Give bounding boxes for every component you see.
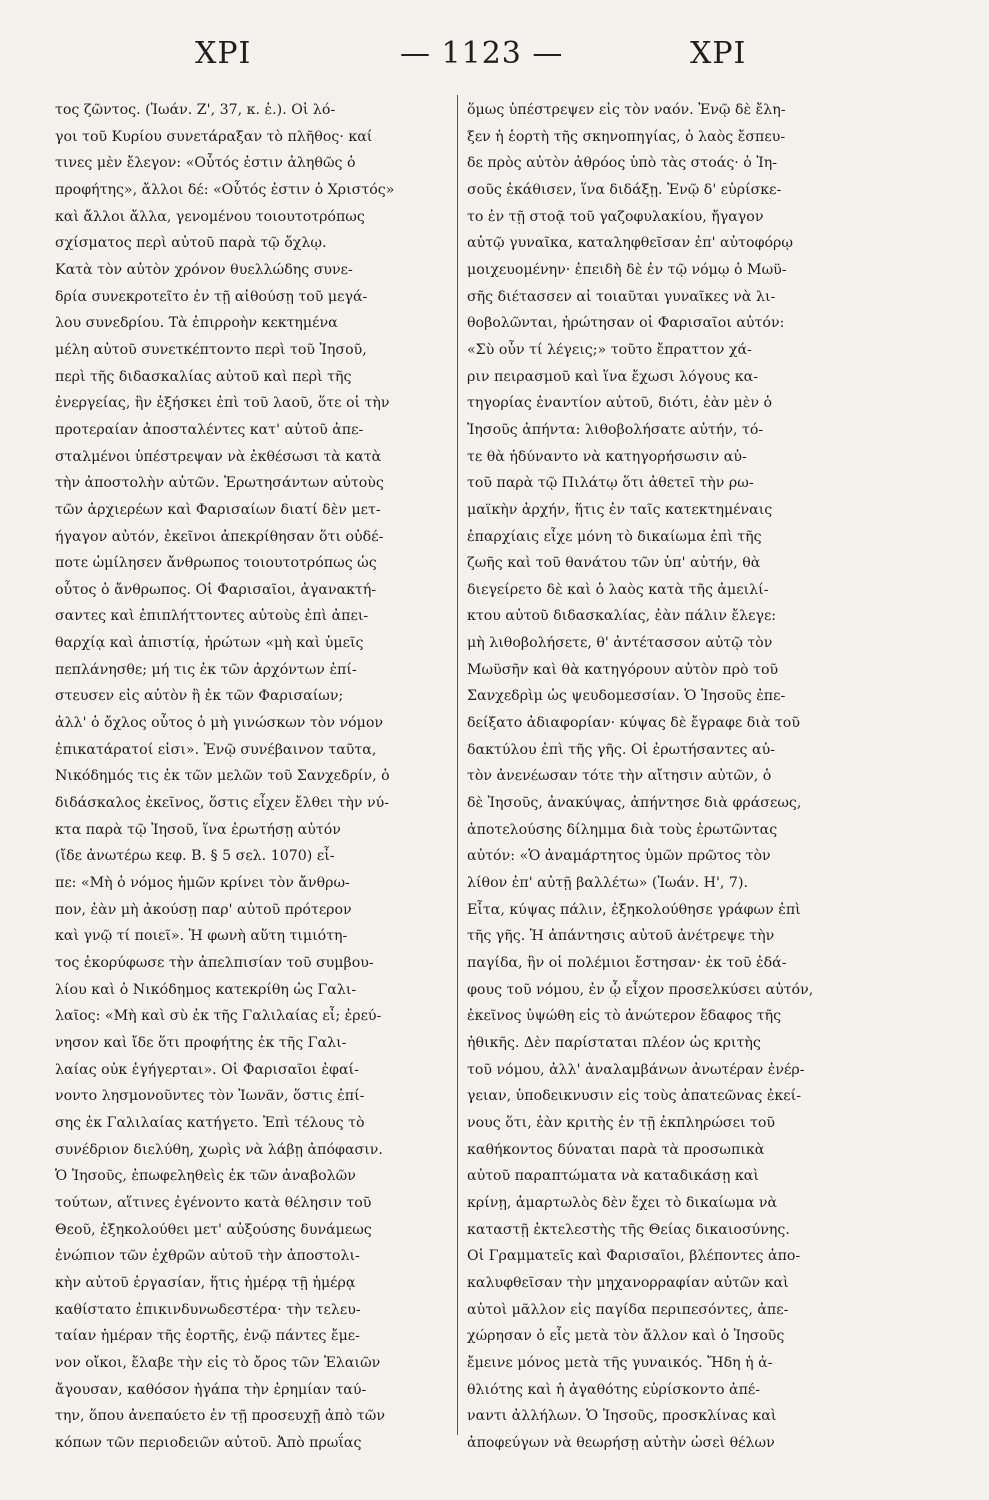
text-line: χώρησαν ὁ εἷς μετὰ τὸν ἄλλον καὶ ὁ Ἰησοῦς: [467, 1328, 785, 1345]
text-line: νοντο λησμονοῦντες τὸν Ἰωνᾶν, ὅστις ἐπί-: [55, 1088, 365, 1105]
column-divider: [457, 95, 458, 1435]
text-line: οὗτος ὁ ἄνθρωπος. Οἱ Φαρισαῖοι, ἀγανακτή-: [55, 581, 377, 598]
text-line: δρία συνεκροτεῖτο ἐν τῇ αἰθούσῃ τοῦ μεγά-: [55, 288, 368, 305]
text-line: ἐκεῖνος ὑψώθη εἰς τὸ ἀνώτερον ἔδαφος τῆς: [467, 1008, 782, 1025]
text-line: ἠθικῆς. Δὲν παρίσταται πλέον ὡς κριτὴς: [467, 1034, 761, 1051]
text-line: αὐτῷ γυναῖκα, καταληφθεῖσαν ἐπ' αὐτοφόρῳ: [467, 235, 793, 252]
text-line: προτεραίαν ἀποσταλέντες κατ' αὐτοῦ ἀπε-: [55, 421, 364, 438]
text-line: κρίνῃ, ἁμαρτωλὸς δὲν ἔχει τὸ δικαίωμα νὰ: [467, 1194, 778, 1211]
text-line: πεπλάνησθε; μή τις ἐκ τῶν ἀρχόντων ἐπί-: [55, 661, 357, 678]
text-line: θλιότης καὶ ἡ ἀγαθότης εὑρίσκοντο ἀπέ-: [467, 1381, 761, 1398]
text-line: δακτύλου ἐπὶ τῆς γῆς. Οἱ ἐρωτήσαντες αὐ-: [467, 741, 776, 758]
text-line: το ἐν τῇ στοᾷ τοῦ γαζοφυλακίου, ἤγαγον: [467, 208, 764, 225]
text-line: «Σὺ οὖν τί λέγεις;» τοῦτο ἔπραττον χά-: [467, 341, 752, 358]
text-line: προφήτης», ἄλλοι δέ: «Οὗτός ἐστιν ὁ Χριστός»: [55, 181, 395, 198]
text-line: σχίσματος περὶ αὐτοῦ παρὰ τῷ ὄχλῳ.: [55, 235, 327, 252]
text-line: ἐνεργείας, ἣν ἐξήσκει ἐπὶ τοῦ λαοῦ, ὅτε οἱ τὴν: [55, 395, 390, 412]
text-line: ξεν ἡ ἑορτὴ τῆς σκηνοπηγίας, ὁ λαὸς ἔσπευ-: [467, 128, 786, 145]
text-line: μέλη αὐτοῦ συνετκέπτοντο περὶ τοῦ Ἰησοῦ,: [55, 341, 367, 358]
text-line: ταίαν ἡμέραν τῆς ἑορτῆς, ἐνῷ πάντες ἔμε-: [55, 1328, 360, 1345]
text-line: τηγορίας ἐναντίον αὐτοῦ, διότι, ἐὰν μὲν ὁ: [467, 395, 772, 412]
text-line: ἀποφεύγων νὰ θεωρήσῃ αὐτὴν ὡσεὶ θέλων: [467, 1434, 775, 1451]
text-line: καθίστατο ἐπικινδυνωδεστέρα· τὴν τελευ-: [55, 1301, 361, 1318]
text-line: λαίας οὐκ ἐγήγερται». Οἱ Φαρισαῖοι ἐφαί-: [55, 1061, 359, 1078]
text-line: Ἰησοῦς ἀπήντα: λιθοβολήσατε αὐτήν, τό-: [467, 421, 764, 438]
text-line: μὴ λιθοβολήσετε, θ' ἀντέτασσον αὐτῷ τὸν: [467, 635, 773, 652]
left-text-column: [55, 97, 445, 1456]
text-line: διεγείρετο δὲ καὶ ὁ λαὸς κατὰ τῆς ἀμειλί-: [467, 581, 769, 598]
header-left-guide-word: ΧΡΙ: [195, 36, 252, 71]
text-line: κόπων τῶν περιοδειῶν αὐτοῦ. Ἀπὸ πρωΐας: [55, 1434, 362, 1451]
text-line: καλυφθεῖσαν τὴν μηχανορραφίαν αὐτῶν καὶ: [467, 1274, 789, 1291]
text-line: σῆς διέτασσεν αἱ τοιαῦται γυναῖκες νὰ λι-: [467, 288, 776, 305]
text-line: τούτων, αἵτινες ἐγένοντο κατὰ θέλησιν τοῦ: [55, 1194, 372, 1211]
page-number: — 1123 —: [400, 36, 564, 71]
text-line: ἀποτελούσης δίλημμα διὰ τοὺς ἐρωτῶντας: [467, 821, 778, 838]
text-line: ἔμεινε μόνος μετὰ τῆς γυναικός. Ἤδη ἡ ἀ-: [467, 1354, 773, 1371]
text-line: διδάσκαλος ἐκεῖνος, ὅστις εἶχεν ἔλθει τὴν νύ-: [55, 795, 390, 812]
header-right-guide-word: ΧΡΙ: [690, 36, 747, 71]
text-line: λου συνεδρίου. Τὰ ἐπιρροὴν κεκτημένα: [55, 315, 338, 332]
text-line: Σανχεδρὶμ ὡς ψευδομεσσίαν. Ὁ Ἰησοῦς ἐπε-: [467, 688, 786, 705]
text-line: σταλμένοι ὑπέστρεψαν νὰ ἐκθέσωσι τὰ κατὰ: [55, 448, 382, 465]
text-line: ἐνώπιον τῶν ἐχθρῶν αὐτοῦ τὴν ἀποστολι-: [55, 1248, 360, 1265]
text-line: Νικόδημός τις ἐκ τῶν μελῶν τοῦ Σανχεδρίν, ὁ: [55, 768, 390, 785]
text-line: αὐτοὶ μᾶλλον εἰς παγίδα περιπεσόντες, ἀπε-: [467, 1301, 789, 1318]
text-line: αὐτοῦ παραπτώματα νὰ καταδικάσῃ καὶ: [467, 1168, 759, 1185]
text-line: αὐτόν: «Ὁ ἀναμάρτητος ὑμῶν πρῶτος τὸν: [467, 848, 771, 865]
text-line: περὶ τῆς διδασκαλίας αὐτοῦ καὶ περὶ τῆς: [55, 368, 352, 385]
text-line: πον, ἐὰν μὴ ἀκούσῃ παρ' αὐτοῦ πρότερον: [55, 901, 352, 918]
text-line: σαντες καὶ ἐπιπλήττοντες αὐτοὺς ἐπὶ ἀπει-: [55, 608, 369, 625]
text-line: τοῦ νόμου, ἀλλ' ἀναλαμβάνων ἀνωτέραν ἐνέρ-: [467, 1061, 805, 1078]
text-line: νους ὅτι, ἐὰν κριτὴς ἐν τῇ ἐκπληρώσει τοῦ: [467, 1114, 776, 1131]
text-line: συνέδριον διελύθη, χωρὶς νὰ λάβῃ ἀπόφασιν.: [55, 1141, 383, 1158]
text-line: γοι τοῦ Κυρίου συνετάραξαν τὸ πλῆθος· καί: [55, 128, 373, 145]
text-line: καταστῇ ἐκτελεστὴς τῆς Θείας δικαιοσύνης.: [467, 1221, 790, 1238]
text-line: θοβολῶνται, ἠρώτησαν οἱ Φαρισαῖοι αὐτόν:: [467, 315, 785, 332]
text-line: ζωῆς καὶ τοῦ θανάτου τῶν ὑπ' αὐτήν, θὰ: [467, 555, 761, 572]
text-line: σης ἐκ Γαλιλαίας κατήγετο. Ἐπὶ τέλους τὸ: [55, 1114, 365, 1131]
text-line: Οἱ Γραμματεῖς καὶ Φαρισαῖοι, βλέποντες ἀπο-: [467, 1248, 801, 1265]
text-line: τινες μὲν ἔλεγον: «Οὗτός ἐστιν ἀληθῶς ὁ: [55, 155, 356, 172]
text-line: Μωϋσῆν καὶ θὰ κατηγόρουν αὐτὸν πρὸ τοῦ: [467, 661, 779, 678]
text-line: Κατὰ τὸν αὐτὸν χρόνον θυελλώδης συνε-: [55, 261, 353, 278]
text-line: κτου αὐτοῦ διδασκαλίας, ἐὰν πάλιν ἔλεγε:: [467, 608, 777, 625]
text-line: καὶ γνῷ τί ποιεῖ». Ἡ φωνὴ αὕτη τιμιότη-: [55, 928, 348, 945]
text-line: (ἴδε ἀνωτέρω κεφ. Β. § 5 σελ. 1070) εἶ-: [55, 848, 335, 865]
text-line: Εἶτα, κύψας πάλιν, ἐξηκολούθησε γράφων ἐπὶ: [467, 901, 801, 918]
text-line: τὴν ἀποστολὴν αὐτῶν. Ἐρωτησάντων αὐτοὺς: [55, 475, 384, 492]
text-line: θαρχίᾳ καὶ ἀπιστίᾳ, ἠρώτων «μὴ καὶ ὑμεῖς: [55, 635, 364, 652]
text-line: τῶν ἀρχιερέων καὶ Φαρισαίων διατί δὲν μετ-: [55, 501, 381, 518]
text-line: νησον καὶ ἴδε ὅτι προφήτης ἐκ τῆς Γαλι-: [55, 1034, 347, 1051]
text-line: λίου καὶ ὁ Νικόδημος κατεκρίθη ὡς Γαλι-: [55, 981, 357, 998]
text-line: ποτε ὡμίλησεν ἄνθρωπος τοιουτοτρόπως ὡς: [55, 555, 377, 572]
text-line: λαῖος: «Μὴ καὶ σὺ ἐκ τῆς Γαλιλαίας εἶ; ἐρεύ-: [55, 1008, 382, 1025]
text-line: μαϊκὴν ἀρχήν, ἥτις ἐν ταῖς κατεκτημέναις: [467, 501, 773, 518]
text-line: νον οἴκοι, ἔλαβε τὴν εἰς τὸ ὄρος τῶν Ἐλαιῶν: [55, 1354, 381, 1371]
text-line: ἐπαρχίαις εἶχε μόνη τὸ δικαίωμα ἐπὶ τῆς: [467, 528, 762, 545]
text-line: τοῦ παρὰ τῷ Πιλάτῳ ὅτι ἀθετεῖ τὴν ρω-: [467, 475, 754, 492]
text-line: λίθον ἐπ' αὐτῇ βαλλέτω» (Ἰωάν. Η', 7).: [467, 875, 748, 892]
text-line: τὸν ἀνενέωσαν τότε τὴν αἴτησιν αὐτῶν, ὁ: [467, 768, 772, 785]
text-line: τος ἐκορύφωσε τὴν ἀπελπισίαν τοῦ συμβου-: [55, 955, 374, 971]
text-line: σοῦς ἐκάθισεν, ἵνα διδάξῃ. Ἐνῷ δ' εὑρίσκε-: [467, 181, 782, 198]
text-line: δὲ Ἰησοῦς, ἀνακύψας, ἀπήντησε διὰ φράσεως,: [467, 795, 802, 812]
text-line: ήγαγον αὐτόν, ἐκεῖνοι ἀπεκρίθησαν ὅτι οὐδέ-: [55, 528, 384, 545]
text-line: Ὁ Ἰησοῦς, ἐπωφεληθεὶς ἐκ τῶν ἀναβολῶν: [55, 1168, 356, 1185]
text-line: τῆς γῆς. Ἡ ἀπάντησις αὐτοῦ ἀνέτρεψε τὴν: [467, 928, 775, 945]
text-line: δείξατο ἀδιαφορίαν· κύψας δὲ ἔγραφε διὰ τοῦ: [467, 715, 800, 732]
right-text-column: [467, 97, 857, 1456]
text-line: κὴν αὐτοῦ ἐργασίαν, ἥτις ἡμέρᾳ τῇ ἡμέρᾳ: [55, 1274, 356, 1291]
text-line: ἐπικατάρατοί εἰσι». Ἐνῷ συνέβαινον ταῦτα,: [55, 741, 377, 758]
text-line: πε: «Μὴ ὁ νόμος ἡμῶν κρίνει τὸν ἄνθρω-: [55, 875, 350, 892]
text-line: ναντι ἀλλήλων. Ὁ Ἰησοῦς, προσκλίνας καὶ: [467, 1408, 777, 1425]
text-line: ἀλλ' ὁ ὄχλος οὗτος ὁ μὴ γινώσκων τὸν νόμον: [55, 715, 384, 732]
text-line: τε θὰ ἠδύναντο νὰ κατηγορήσωσιν αὐ-: [467, 448, 747, 465]
text-line: ἄγουσαν, καθόσον ἠγάπα τὴν ἐρημίαν ταύ-: [55, 1381, 367, 1398]
page-header: [60, 36, 920, 86]
text-line: ὅμως ὑπέστρεψεν εἰς τὸν ναόν. Ἐνῷ δὲ ἔλη-: [467, 102, 786, 118]
text-line: γειαν, ὑποδεικνυσιν εἰς τοὺς ἀπατεῶνας ἐκεί-: [467, 1088, 802, 1105]
text-line: ριν πειρασμοῦ καὶ ἵνα ἔχωσι λόγους κα-: [467, 368, 758, 385]
text-line: καθήκοντος δύναται παρὰ τὰ προσωπικὰ: [467, 1141, 765, 1158]
text-line: στευσεν εἰς αὐτὸν ἢ ἐκ τῶν Φαρισαίων;: [55, 688, 344, 705]
text-line: Θεοῦ, ἐξηκολούθει μετ' αὐξούσης δυνάμεως: [55, 1221, 372, 1238]
text-line: μοιχευομένην· ἐπειδὴ δὲ ἐν τῷ νόμῳ ὁ Μωϋ-: [467, 261, 787, 278]
text-line: την, ὅπου ἀνεπαύετο ἐν τῇ προσευχῇ ἀπὸ τῶν: [55, 1408, 385, 1425]
text-line: καὶ ἄλλοι ἄλλα, γενομένου τοιουτοτρόπως: [55, 208, 365, 225]
text-line: τος ζῶντος. (Ἰωάν. Ζ', 37, κ. ἑ.). Οἱ λό-: [55, 102, 336, 118]
text-line: φους τοῦ νόμου, ἐν ᾧ εἶχον προσελκύσει αὐτόν,: [467, 981, 814, 998]
text-line: δε πρὸς αὐτὸν ἀθρόος ὑπὸ τὰς στοάς· ὁ Ἰη-: [467, 155, 778, 172]
text-line: κτα παρὰ τῷ Ἰησοῦ, ἵνα ἐρωτήσῃ αὐτόν: [55, 821, 341, 838]
text-line: παγίδα, ἣν οἱ πολέμιοι ἔστησαν· ἐκ τοῦ ἐδά-: [467, 955, 787, 971]
